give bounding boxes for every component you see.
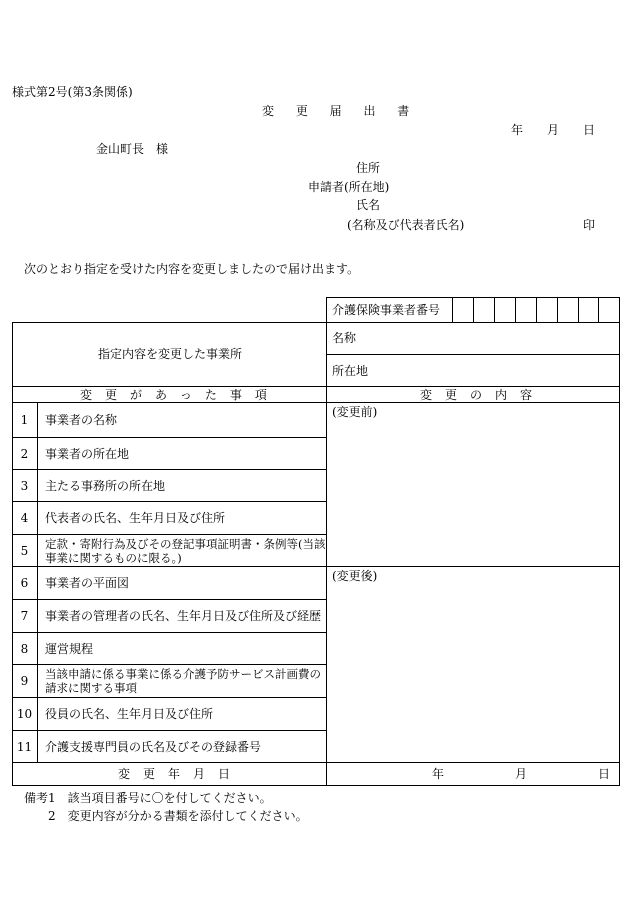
date-month-label: 月 xyxy=(547,123,560,137)
table-border xyxy=(619,297,620,786)
item-text: 定款・寄附行為及びその登記事項証明書・条例等(当該事業に関するものに限る。) xyxy=(45,536,326,565)
change-date-label: 変更年月日 xyxy=(118,767,244,781)
item-number: 2 xyxy=(20,446,29,461)
item-number: 1 xyxy=(20,413,29,427)
item-text: 事業者の平面図 xyxy=(45,576,130,590)
office-name-label: 名称 xyxy=(332,331,357,345)
table-border xyxy=(12,785,619,786)
before-change-label: (変更前) xyxy=(332,405,378,419)
note-1: 備考1 該当項目番号に〇を付してください。 xyxy=(24,791,272,805)
item-number: 7 xyxy=(20,609,29,623)
number-box-border xyxy=(515,297,516,322)
number-box-border xyxy=(473,297,474,322)
note-2: 2 変更内容が分かる書類を添付してください。 xyxy=(48,809,308,823)
applicant-label: 申請者(所在地) xyxy=(308,180,390,194)
item-number: 9 xyxy=(20,674,29,688)
name-note: (名称及び代表者氏名) xyxy=(347,218,465,232)
name-label: 氏名 xyxy=(356,198,381,212)
number-box-border xyxy=(494,297,495,322)
number-box-border xyxy=(536,297,537,322)
change-date-day: 日 xyxy=(598,767,611,781)
after-change-label: (変更後) xyxy=(332,569,378,583)
change-date-year: 年 xyxy=(432,767,445,781)
item-text: 事業者の名称 xyxy=(45,413,118,427)
item-number: 4 xyxy=(20,511,29,525)
document-title: 変 更 届 出 書 xyxy=(262,104,419,118)
item-text: 介護支援専門員の氏名及びその登録番号 xyxy=(45,739,262,754)
item-number: 8 xyxy=(20,641,29,656)
item-text: 運営規程 xyxy=(45,641,94,656)
number-box-border xyxy=(452,297,453,322)
table-border xyxy=(12,762,619,763)
item-text: 役員の氏名、生年月日及び住所 xyxy=(45,707,214,721)
intro-text: 次のとおり指定を受けた内容を変更しましたので届け出ます。 xyxy=(24,262,360,276)
changed-items-header: 変更があった事項 xyxy=(80,388,280,402)
number-box-border xyxy=(598,297,599,322)
number-box-border xyxy=(578,297,579,322)
change-date-month: 月 xyxy=(515,767,528,781)
table-border xyxy=(12,322,619,323)
table-border xyxy=(326,354,619,355)
office-section-label: 指定内容を変更した事業所 xyxy=(98,347,243,361)
date-year-label: 年 xyxy=(511,123,524,137)
item-number: 11 xyxy=(16,739,33,754)
item-text: 事業者の所在地 xyxy=(45,446,130,461)
address-label: 住所 xyxy=(356,161,381,175)
change-contents-header: 変更の内容 xyxy=(420,388,546,402)
item-number: 5 xyxy=(20,543,29,558)
item-text: 主たる事務所の所在地 xyxy=(45,478,166,493)
date-day-label: 日 xyxy=(583,123,596,137)
item-text: 当該申請に係る事業に係る介護予防サービス計画費の請求に関する事項 xyxy=(45,667,321,695)
office-location-label: 所在地 xyxy=(332,364,369,378)
seal-mark: 印 xyxy=(583,218,596,232)
item-text: 事業者の管理者の氏名、生年月日及び住所及び経歴 xyxy=(45,609,322,623)
number-box-border xyxy=(557,297,558,322)
table-border xyxy=(12,386,619,387)
item-number: 10 xyxy=(16,707,33,721)
office-number-label: 介護保険事業者番号 xyxy=(332,303,441,317)
item-number: 6 xyxy=(20,576,29,590)
form-number: 様式第2号(第3条関係) xyxy=(12,85,133,99)
item-number: 3 xyxy=(20,478,29,493)
item-text: 代表者の氏名、生年月日及び住所 xyxy=(45,511,226,525)
addressee: 金山町長 様 xyxy=(96,142,169,156)
